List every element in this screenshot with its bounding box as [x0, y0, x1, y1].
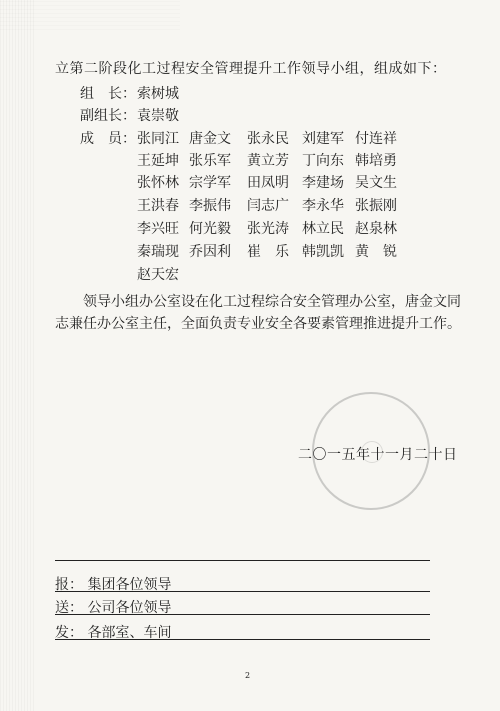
- member-name: 李振伟: [189, 198, 231, 214]
- member-name: 唐金文: [189, 131, 231, 147]
- member-name: 黄 锐: [355, 244, 397, 260]
- member-name: 付连祥: [355, 131, 397, 147]
- member-name: 何光毅: [189, 221, 231, 237]
- member-name: 李建场: [302, 175, 344, 191]
- page-number: 2: [245, 671, 251, 680]
- distribution-label: 发：: [55, 625, 83, 641]
- scan-noise-left: [0, 0, 34, 711]
- member-name: 黄立芳: [247, 153, 289, 169]
- scan-noise-top: [0, 0, 180, 30]
- member-name: 乔因利: [189, 244, 231, 260]
- member-name: 吴文生: [355, 175, 397, 191]
- member-name: 宗学军: [189, 175, 231, 191]
- member-name: 刘建军: [302, 131, 344, 147]
- leader-name: 索树城: [137, 86, 179, 102]
- divider-line: [55, 560, 430, 561]
- member-name: 李永华: [302, 198, 344, 214]
- member-name: 张光涛: [247, 221, 289, 237]
- member-name: 王洪春: [137, 198, 179, 214]
- member-name: 张永民: [247, 131, 289, 147]
- member-name: 丁向东: [302, 153, 344, 169]
- member-name: 赵天宏: [137, 267, 179, 283]
- member-name: 王延坤: [137, 153, 179, 169]
- member-name: 田凤明: [247, 175, 289, 191]
- document-date: 二〇一五年十一月二十日: [298, 447, 458, 463]
- paragraph-line-1: 领导小组办公室设在化工过程综合安全管理办公室，唐金文同: [83, 294, 461, 310]
- divider-line: [55, 639, 430, 640]
- distribution-label: 报：: [55, 577, 83, 593]
- divider-line: [55, 614, 430, 615]
- member-name: 闫志广: [247, 198, 289, 214]
- member-name: 张怀林: [137, 175, 179, 191]
- distribution-text: 集团各位领导: [87, 577, 172, 593]
- members-label: 成 员：: [80, 131, 136, 147]
- deputy-name: 袁崇敬: [137, 108, 179, 124]
- member-name: 张振刚: [355, 198, 397, 214]
- member-name: 林立民: [302, 221, 344, 237]
- paragraph-line-2: 志兼任办公室主任，全面负责专业安全各要素管理推进提升工作。: [55, 316, 461, 332]
- member-name: 张乐军: [189, 153, 231, 169]
- divider-line: [55, 591, 430, 592]
- document-intro: 立第二阶段化工过程安全管理提升工作领导小组，组成如下：: [55, 61, 447, 77]
- distribution-text: 公司各位领导: [87, 600, 172, 616]
- member-name: 李兴旺: [137, 221, 179, 237]
- distribution-text: 各部室、车间: [87, 625, 172, 641]
- member-name: 韩凯凯: [302, 244, 344, 260]
- member-name: 崔 乐: [247, 244, 289, 260]
- member-name: 韩培勇: [355, 153, 397, 169]
- member-name: 赵泉林: [355, 221, 397, 237]
- member-name: 张同江: [137, 131, 179, 147]
- member-name: 秦瑞现: [137, 244, 179, 260]
- deputy-label: 副组长：: [80, 108, 136, 124]
- distribution-label: 送：: [55, 600, 83, 616]
- leader-label: 组 长：: [80, 86, 136, 102]
